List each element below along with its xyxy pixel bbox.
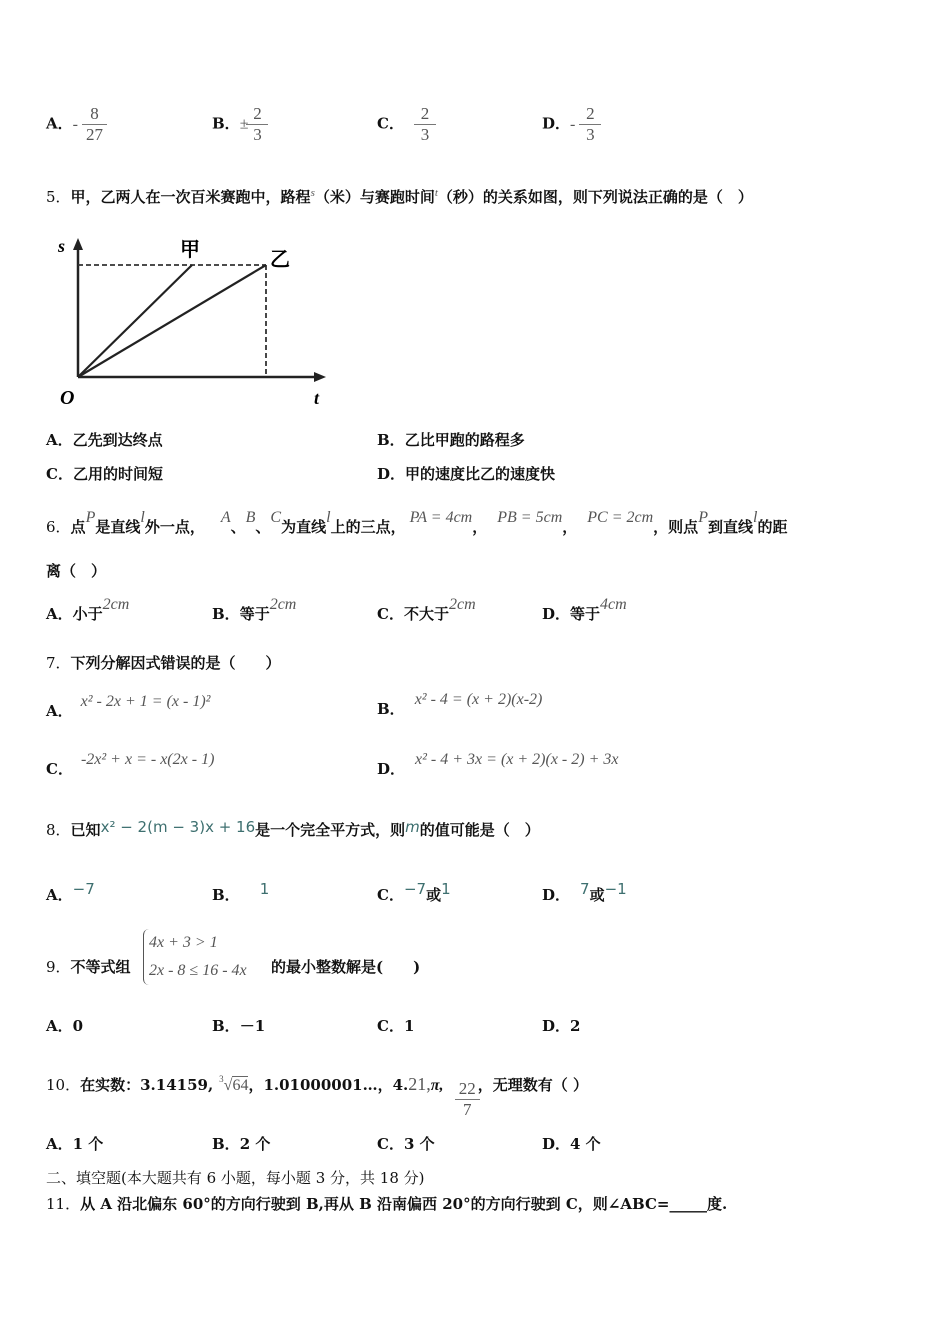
q6-option-c[interactable]: C．不大于2cm (377, 596, 476, 623)
cube-root: $^3$√64 (219, 1074, 249, 1094)
question-number: 5． (46, 188, 71, 206)
pa-value: PA = 4cm (409, 509, 473, 526)
q5-stem (46, 186, 753, 207)
q6-option-d[interactable]: D．等于4cm (542, 596, 627, 623)
fraction: $\frac{2}{3}$ (248, 104, 266, 145)
q8-option-a[interactable]: A．−7 (46, 880, 95, 904)
q7-stem: 7．下列分解因式错误的是（ ） (46, 654, 281, 672)
var-l: l (752, 509, 758, 526)
q9-stem-lead: 9．不等式组 (46, 958, 131, 976)
inequality-2: 2x - 8 ≤ 16 - 4x (149, 962, 247, 979)
x-axis-label: t (314, 388, 320, 408)
q10-option-a[interactable]: A．1 个 (46, 1135, 104, 1153)
distance-time-graph (50, 232, 340, 412)
q5-option-b[interactable]: B．乙比甲跑的路程多 (377, 431, 525, 449)
q6-stem-line2: 离（ ） (46, 562, 107, 580)
fraction: $\frac{2}{3}$ (416, 104, 434, 145)
pb-value: PB = 5cm (497, 509, 563, 526)
line-yi-label: 乙 (270, 247, 290, 271)
q10-option-b[interactable]: B．2 个 (212, 1135, 271, 1153)
q9-option-b[interactable]: B．－1 (212, 1017, 266, 1035)
q7-option-b[interactable]: B．x² - 4 = (x + 2)(x-2) (377, 691, 543, 718)
x-axis-arrow-icon (314, 372, 326, 382)
fraction: $\frac{2}{3}$ (581, 104, 599, 145)
q7-option-a[interactable]: A．x² - 2x + 1 = (x - 1)² (46, 693, 211, 720)
option-label: B． (212, 114, 240, 133)
minus-sign: - (570, 115, 576, 133)
q7-option-d[interactable]: D．x² - 4 + 3x = (x + 2)(x - 2) + 3x (377, 751, 619, 778)
q8-stem: 8．已知x² − 2(m − 3)x + 16是一个完全平方式，则m的值可能是（ ） (46, 818, 540, 839)
minus-sign: - (72, 115, 78, 133)
q9-stem-tail: 的最小整数解是( ) (271, 958, 421, 976)
line-jia (78, 265, 192, 377)
q9-option-c[interactable]: C．1 (377, 1017, 415, 1035)
repeating-decimal: 21, (408, 1074, 431, 1094)
option-label: A． (46, 114, 73, 133)
var-p: P (698, 509, 708, 526)
question-number: 6． (46, 518, 71, 536)
section-title: 二、填空题(本大题共有 6 小题，每小题 3 分，共 18 分) (46, 1169, 425, 1187)
q9-option-d[interactable]: D．2 (542, 1017, 581, 1035)
q5-text: 甲，乙两人在一次百米赛跑中，路程 (70, 188, 311, 206)
line-jia-label: 甲 (180, 237, 200, 261)
q4-option-a[interactable] (46, 104, 105, 145)
var-l: l (140, 509, 145, 526)
q5-option-c[interactable]: C．乙用的时间短 (46, 465, 163, 483)
var-c: C (270, 509, 282, 526)
origin-label: O (60, 387, 75, 409)
option-label: D． (542, 114, 571, 133)
var-l: l (326, 509, 331, 526)
q4-option-c[interactable] (377, 104, 434, 145)
q10-option-d[interactable]: D．4 个 (542, 1135, 601, 1153)
q5-option-a[interactable]: A．乙先到达终点 (46, 431, 163, 449)
q5-text: （秒）的关系如图，则下列说法正确的是（ ） (437, 188, 753, 206)
formula: x² − 2(m − 3)x + 16 (100, 818, 256, 836)
var-m: m (405, 818, 420, 836)
y-axis-label: s (58, 236, 66, 256)
q6-option-b[interactable]: B．等于2cm (212, 596, 297, 623)
var-t: t (434, 187, 438, 199)
inequality-1: 4x + 3 > 1 (149, 934, 218, 951)
formula: x² - 2x + 1 = (x - 1)² (80, 693, 211, 710)
fraction: $\frac{8}{27}$ (84, 104, 105, 145)
var-s: s (310, 187, 315, 199)
q6-stem: 6．点P是直线l外一点，A、B、C为直线l上的三点，PA = 4cm，PB = 5cm，PC = 2cm，则点P到直线l的距 (46, 509, 788, 536)
formula: x² - 4 = (x + 2)(x-2) (414, 691, 543, 708)
q8-option-d[interactable]: D． 7或−1 (542, 880, 627, 904)
line-yi (78, 265, 266, 377)
q10-option-c[interactable]: C．3 个 (377, 1135, 435, 1153)
q8-option-b[interactable]: B． 1 (212, 880, 270, 904)
plus-minus-sign: ± (239, 115, 249, 133)
formula: -2x² + x = - x(2x - 1) (80, 751, 215, 768)
option-label: C． (377, 114, 404, 133)
formula: x² - 4 + 3x = (x + 2)(x - 2) + 3x (415, 751, 619, 768)
q7-option-c[interactable]: C．-2x² + x = - x(2x - 1) (46, 751, 215, 778)
q6-option-a[interactable]: A．小于2cm (46, 596, 130, 623)
q11-stem: 11．从 A 沿北偏东 60°的方向行驶到 B,再从 B 沿南偏西 20°的方向行驶到 C，则∠ABC=_____度. (46, 1195, 728, 1213)
answer-blank[interactable]: _____ (669, 1195, 707, 1213)
pi-symbol: π, (430, 1077, 444, 1094)
pc-value: PC = 2cm (587, 509, 654, 526)
q4-option-b[interactable] (212, 104, 266, 145)
var-a: A (220, 509, 231, 526)
q9-option-a[interactable]: A．0 (46, 1017, 84, 1035)
q5-option-d[interactable]: D．甲的速度比乙的速度快 (377, 465, 556, 483)
var-p: P (85, 509, 96, 526)
inequality-system (143, 929, 247, 985)
q10-stem: 10．在实数：3.14159, $^3$√64，1.01000001…，4.21,π, $\frac{22}{7}$ ，无理数有（ ） (46, 1074, 588, 1119)
q8-option-c[interactable]: C．−7或1 (377, 880, 451, 904)
fraction: $\frac{22}{7}$ (457, 1079, 478, 1120)
q4-option-d[interactable] (542, 104, 599, 145)
var-b: B (245, 509, 256, 526)
y-axis-arrow-icon (73, 238, 83, 250)
q5-text: （米）与赛跑时间 (314, 188, 435, 206)
